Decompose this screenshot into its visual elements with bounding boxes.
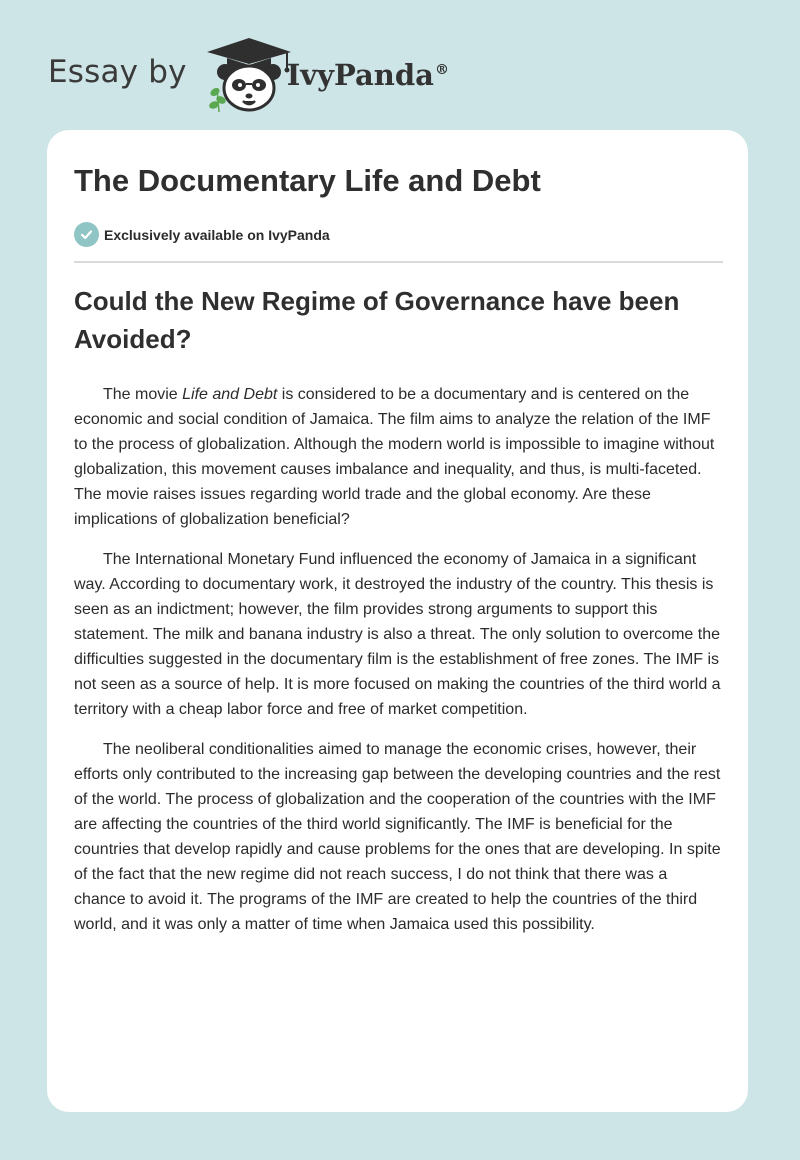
left-eye (238, 83, 242, 87)
exclusive-badge-label: Exclusively available on IvyPanda (104, 226, 330, 243)
section-heading: Could the New Regime of Governance have been Avoided? (74, 286, 680, 354)
essay-by-label: Essay by (48, 54, 187, 90)
right-eye (256, 83, 260, 87)
paragraph-2: The International Monetary Fund influenced the economy of Jamaica in a significant way. According to documentary work, it destroyed the industry of the country. This thesis is seen as an indictment; however, the film provides strong arguments to support this statement. The milk and banana industry is also a threat. The only solution to overcome the difficulties suggested in the documentary film is the establishment of free zones. The IMF is not seen as a source of help. It is more focused on making the countries of the third world a territory with a cheap labor force and free of market competition. (74, 551, 721, 718)
panda-nose (245, 94, 252, 99)
essay-card (47, 130, 748, 1112)
paragraph-1-intro: The movie (103, 386, 183, 403)
section-divider (74, 261, 723, 263)
panda-graduate-icon[interactable] (203, 34, 295, 114)
film-title: Life and Debt (182, 386, 278, 403)
exclusive-badge (74, 222, 330, 247)
brand-name-text: IvyPanda (286, 58, 434, 92)
paragraph-3: The neoliberal conditionalities aimed to manage the economic crises, however, their efforts only contributed to the increasing gap between the developing countries and the rest of the world. The process of globalization and the cooperation of the countries with the IMF are affecting the countries of the third world significantly. The IMF is beneficial for the countries that develop rapidly and cause problems for the ones that are developing. In spite of the fact that the new regime did not reach success, I do not think that there was a chance to avoid it. The programs of the IMF are created to help the countries of the third world, and it was only a matter of time when Jamaica used this possibility. (74, 741, 721, 933)
paragraph-1 (74, 382, 723, 532)
essay-body (74, 382, 723, 952)
page-title: The Documentary Life and Debt (74, 163, 541, 198)
check-mark-svg (79, 227, 94, 242)
brand-name[interactable] (287, 58, 449, 92)
site-header (48, 34, 449, 114)
paragraph-1-rest: is considered to be a documentary and is centered on the economic and social condition of Jamaica. The film aims to analyze the relation of the IMF to the process of globalization. Although the modern world is impossible to imagine without globalization, this movement causes imbalance and inequality, and thus, is multi-faceted. The movie raises issues regarding world trade and the global economy. Are these implications of globalization beneficial? (74, 386, 715, 528)
cap-board (207, 38, 291, 64)
panda-logo-svg (203, 34, 295, 114)
check-icon (74, 222, 99, 247)
registered-mark: ® (434, 62, 449, 79)
panda-mouth (243, 101, 255, 104)
